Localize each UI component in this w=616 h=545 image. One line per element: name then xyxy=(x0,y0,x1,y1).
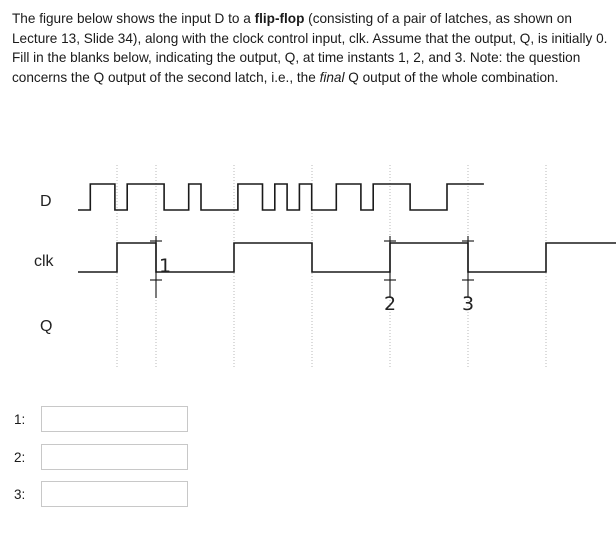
answer-row-1 xyxy=(14,406,188,432)
question-part3: Q output of the whole combination. xyxy=(344,69,559,85)
signal-label-d: D xyxy=(40,193,52,210)
time-marker-1-label: 1 xyxy=(159,255,172,277)
question-italic-term: final xyxy=(319,69,345,85)
answer-row-3 xyxy=(14,481,188,507)
time-marker-3-label: 3 xyxy=(462,293,475,315)
question-part2: (consisting of a pair of latches, as shown on Lecture 13, Slide 34), along with the clock control input, clk. Assume that the output, Q, is initially 0. Fill in the blanks below, indicating the output, Q, at time instants 1, 2, and 3. Note: the question concerns the Q output of the second latch, i.e., the xyxy=(12,11,608,85)
answer-input-2[interactable] xyxy=(41,444,188,470)
answer-row-2 xyxy=(14,444,188,470)
d-waveform xyxy=(78,184,484,210)
question-part1: The figure below shows the input D to a xyxy=(12,11,255,26)
answer-input-3[interactable] xyxy=(41,481,188,507)
time-marker-2-label: 2 xyxy=(384,293,397,315)
signal-label-clk: clk xyxy=(34,253,54,270)
answer-label-3: 3: xyxy=(14,486,26,502)
signal-label-q: Q xyxy=(40,318,53,335)
answer-input-1[interactable] xyxy=(41,406,188,432)
question-bold-term: flip-flop xyxy=(254,11,305,26)
grid-lines xyxy=(117,165,616,368)
answer-label-2: 2: xyxy=(14,449,26,465)
answer-label-1: 1: xyxy=(14,411,26,427)
